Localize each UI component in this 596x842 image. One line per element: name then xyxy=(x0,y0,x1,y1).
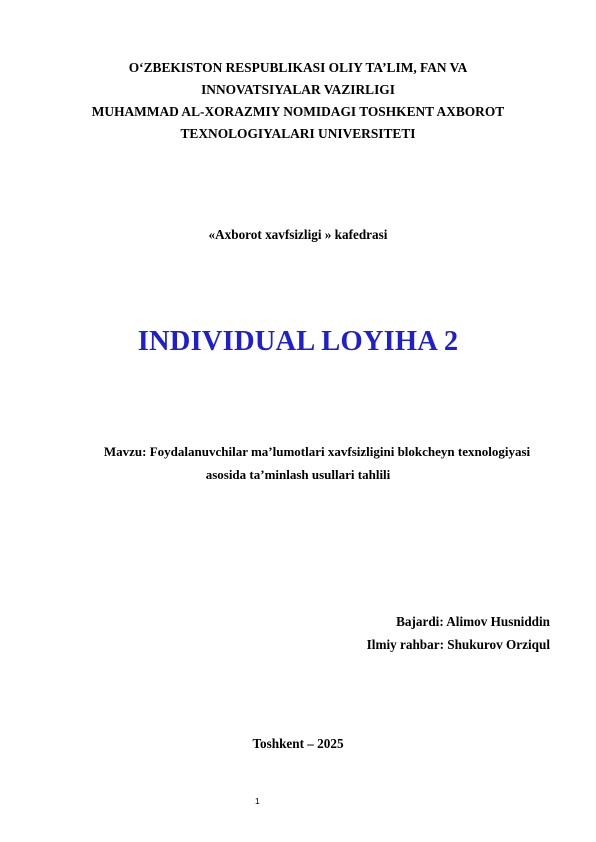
author-credit: Bajardi: Alimov Husniddin xyxy=(396,614,550,629)
topic-line-1: Mavzu: Foydalanuvchilar ma’lumotlari xavfsizligini blokcheyn texnologiyasi xyxy=(103,444,531,459)
supervisor-credit: Ilmiy rahbar: Shukurov Orziqul xyxy=(366,637,550,652)
city-year: Toshkent – 2025 xyxy=(252,736,344,751)
university-name-line-2: TEXNOLOGIYALARI UNIVERSITETI xyxy=(180,126,416,141)
project-title: INDIVIDUAL LOYIHA 2 xyxy=(137,326,459,357)
page-number: 1 xyxy=(255,796,260,806)
ministry-name-line-1: O‘ZBEKISTON RESPUBLIKASI OLIY TA’LIM, FAN VA xyxy=(128,60,468,75)
topic-line-2: asosida ta’minlash usullari tahlili xyxy=(205,467,391,482)
university-name-line-1: MUHAMMAD AL-XORAZMIY NOMIDAGI TOSHKENT AXBOROT xyxy=(91,104,505,119)
department-name: «Axborot xavfsizligi » kafedrasi xyxy=(208,227,388,242)
ministry-name-line-2: INNOVATSIYALAR VAZIRLIGI xyxy=(201,82,395,97)
